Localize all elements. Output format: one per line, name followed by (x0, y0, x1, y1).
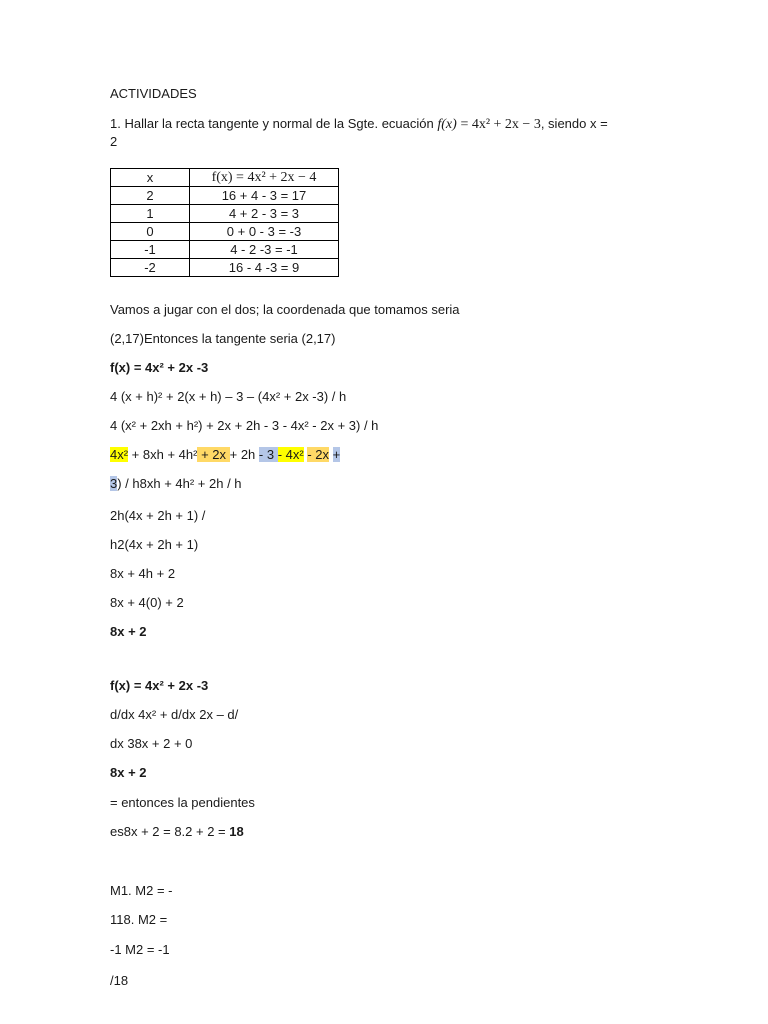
table-row (111, 187, 339, 205)
plain-term: + 2h (229, 447, 259, 462)
highlighted-step-cont (110, 476, 242, 492)
function-definition: f(x) = 4x² + 2x -3 (110, 360, 209, 375)
problem-function: f(x) (437, 117, 457, 132)
step-text: 8x + 4h + 2 (110, 566, 176, 581)
highlight-term: - 2x (307, 447, 329, 462)
table-cell-value: 16 - 4 -3 = 9 (190, 259, 339, 277)
table-row (111, 223, 339, 241)
function-definition: f(x) = 4x² + 2x -3 (110, 678, 209, 693)
highlight-term: + (332, 447, 341, 462)
table-header-x: x (111, 169, 190, 187)
highlight-term: 4x² (110, 447, 129, 462)
step-text: 4 (x² + 2xh + h²) + 2x + 2h - 3 - 4x² - 2x + 3) / h (110, 418, 379, 433)
table-cell-x: 2 (111, 187, 190, 205)
step-text: -1 M2 = -1 (110, 942, 170, 957)
slope-value: 18 (229, 824, 244, 839)
step-text: = entonces la pendientes (110, 795, 255, 810)
step-text: M1. M2 = - (110, 883, 173, 898)
step-text: d/dx 4x² + d/dx 2x – d/ (110, 707, 239, 722)
page-heading: ACTIVIDADES (110, 86, 197, 101)
plain-term: + 8xh + 4h² (128, 447, 198, 462)
table-row (111, 241, 339, 259)
problem-statement (110, 116, 608, 133)
highlight-term: - 3 (258, 447, 278, 462)
slope-line (110, 824, 244, 840)
step-text: 2h(4x + 2h + 1) / (110, 508, 206, 523)
table-cell-value: 16 + 4 - 3 = 17 (190, 187, 339, 205)
derivative-result: 8x + 2 (110, 624, 147, 639)
table-row (111, 205, 339, 223)
problem-tail: , siendo x = (540, 116, 608, 131)
table-cell-x: -2 (111, 259, 190, 277)
plain-term: ) / h8xh + 4h² + 2h / h (117, 476, 242, 491)
table-header-row (111, 169, 339, 187)
step-text: (2,17)Entonces la tangente seria (2,17) (110, 331, 336, 346)
problem-equation: = 4x² + 2x − 3 (460, 117, 541, 132)
table-cell-value: 4 - 2 -3 = -1 (190, 241, 339, 259)
highlighted-step (110, 447, 340, 463)
values-table (110, 168, 339, 277)
step-text: 118. M2 = (110, 912, 168, 927)
highlight-term: 3 (110, 476, 118, 491)
step-text: /18 (110, 973, 129, 988)
table-cell-x: -1 (111, 241, 190, 259)
step-text: h2(4x + 2h + 1) (110, 537, 199, 552)
table-cell-value: 0 + 0 - 3 = -3 (190, 223, 339, 241)
step-text: 8x + 4(0) + 2 (110, 595, 184, 610)
derivative-result: 8x + 2 (110, 765, 147, 780)
highlight-term: - 4x² (277, 447, 304, 462)
table-header-fx: f(x) = 4x² + 2x − 4 (190, 169, 339, 187)
table-row (111, 259, 339, 277)
step-text: 4 (x + h)² + 2(x + h) – 3 – (4x² + 2x -3) / h (110, 389, 347, 404)
problem-statement-cont: 2 (110, 134, 118, 149)
table-cell-value: 4 + 2 - 3 = 3 (190, 205, 339, 223)
problem-text: 1. Hallar la recta tangente y normal de la Sgte. ecuación (110, 116, 434, 131)
highlight-term: + 2x (197, 447, 230, 462)
table-cell-x: 1 (111, 205, 190, 223)
table-cell-x: 0 (111, 223, 190, 241)
step-text: Vamos a jugar con el dos; la coordenada que tomamos seria (110, 302, 460, 317)
step-text: dx 38x + 2 + 0 (110, 736, 193, 751)
slope-text: es8x + 2 = 8.2 + 2 = (110, 824, 230, 839)
